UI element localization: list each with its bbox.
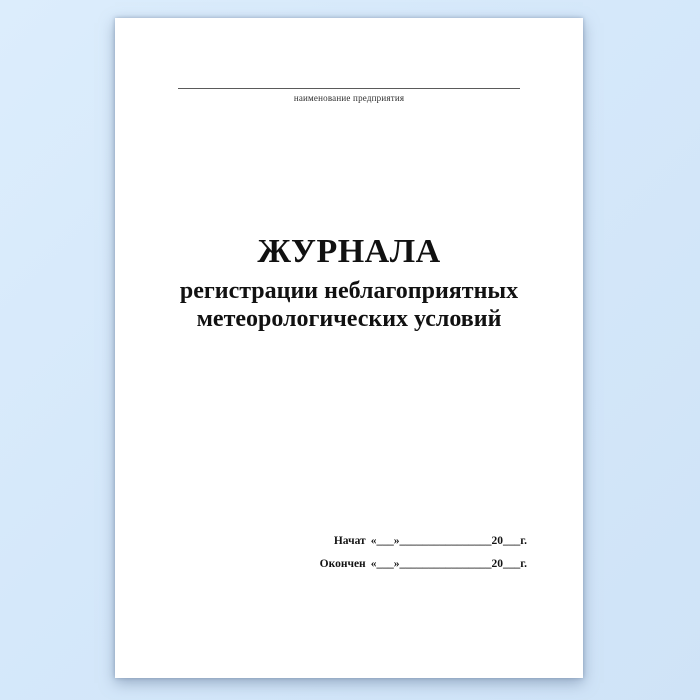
date-blanks-block — [320, 530, 527, 576]
journal-subtitle-line1: регистрации неблагоприятных — [179, 278, 519, 305]
journal-subtitle — [115, 277, 583, 333]
enterprise-name-block — [115, 88, 583, 103]
started-blank: «___»________________20___г. — [370, 535, 527, 547]
journal-title: ЖУРНАЛА — [257, 233, 441, 270]
journal-cover-page — [115, 18, 583, 678]
title-block — [115, 232, 583, 333]
finished-blank: «___»________________20___г. — [370, 558, 527, 570]
started-date-row — [320, 530, 527, 553]
enterprise-name-blank-line — [178, 88, 520, 89]
journal-subtitle-line2: метеорологических условий — [196, 306, 502, 333]
enterprise-name-caption: наименование предприятия — [293, 93, 405, 103]
finished-label: Окончен — [319, 558, 366, 570]
finished-date-row — [320, 553, 527, 576]
started-label: Начат — [333, 535, 366, 547]
